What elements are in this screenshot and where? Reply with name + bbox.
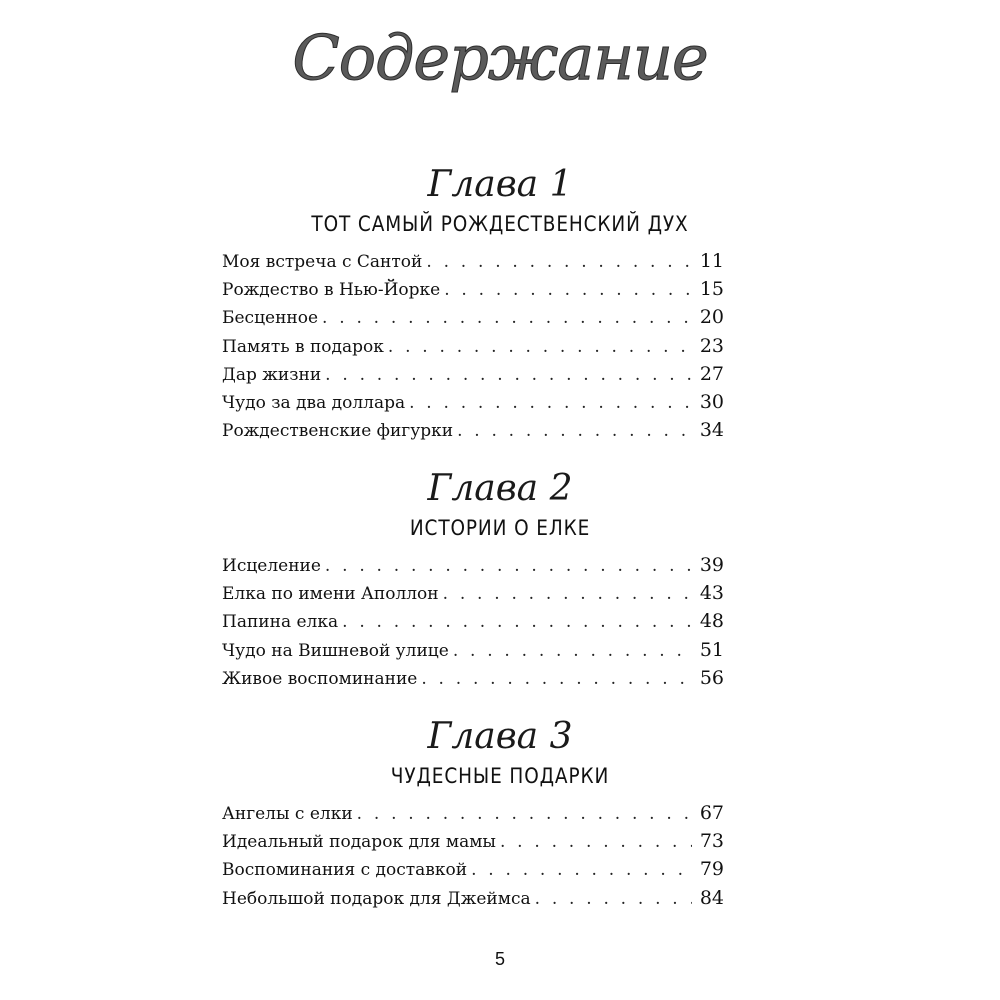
entry-title: Дар жизни	[222, 364, 322, 385]
toc-entry[interactable]	[222, 858, 724, 886]
entry-page-number: 27	[699, 362, 724, 385]
toc-entry[interactable]	[222, 419, 724, 447]
entry-page-number: 67	[699, 802, 724, 824]
entry-page-number: 43	[699, 582, 724, 605]
chapter-2-entries	[222, 554, 724, 695]
entry-page-number: 79	[699, 858, 724, 881]
dot-leader	[453, 641, 692, 661]
entry-page-number: 20	[699, 306, 724, 329]
dot-leader	[444, 280, 692, 300]
chapter-3-entries	[222, 802, 724, 915]
dot-leader	[388, 337, 692, 357]
entry-title: Елка по имени Аполлон	[222, 584, 439, 605]
dot-leader	[426, 252, 692, 272]
entry-page-number: 15	[699, 278, 724, 301]
chapter-label: Глава 3	[427, 716, 573, 757]
entry-page-number: 30	[699, 390, 724, 413]
chapter-3-header	[0, 715, 1000, 791]
toc-entry[interactable]	[222, 250, 724, 278]
toc-entry[interactable]	[222, 278, 724, 306]
entry-page-number: 11	[699, 250, 724, 272]
dot-leader	[421, 669, 692, 689]
chapter-label: Глава 1	[427, 164, 573, 205]
chapter-1-entries	[222, 250, 724, 447]
toc-title: Содержание	[292, 21, 708, 94]
entry-page-number: 51	[699, 638, 724, 661]
toc-entry[interactable]	[222, 363, 724, 391]
toc-entry[interactable]	[222, 306, 724, 334]
toc-entry[interactable]	[222, 830, 724, 858]
entry-title: Ангелы с елки	[222, 804, 353, 824]
toc-entry[interactable]	[222, 639, 724, 667]
entry-title: Бесценное	[222, 308, 319, 329]
toc-entry[interactable]	[222, 667, 724, 695]
chapter-heading: ТОТ САМЫЙ РОЖДЕСТВЕНСКИЙ ДУХ	[311, 212, 689, 236]
toc-entry[interactable]	[222, 887, 724, 915]
entry-page-number: 23	[699, 334, 724, 357]
dot-leader	[322, 308, 692, 328]
dot-leader	[409, 393, 692, 413]
entry-page-number: 34	[699, 419, 724, 442]
entry-page-number: 84	[699, 886, 724, 909]
toc-entry[interactable]	[222, 335, 724, 363]
entry-title: Воспоминания с доставкой	[222, 860, 468, 881]
dot-leader	[342, 612, 692, 632]
entry-title: Моя встреча с Сантой	[222, 252, 423, 272]
chapter-1-header	[0, 163, 1000, 239]
dot-leader	[535, 889, 692, 909]
entry-title: Исцеление	[222, 556, 321, 576]
entry-page-number: 39	[699, 554, 724, 576]
toc-entry[interactable]	[222, 582, 724, 610]
dot-leader	[457, 421, 692, 441]
page-number: 5	[494, 949, 505, 969]
entry-page-number: 56	[699, 666, 724, 689]
dot-leader	[500, 832, 692, 852]
dot-leader	[443, 584, 692, 604]
dot-leader	[357, 804, 692, 824]
dot-leader	[325, 365, 692, 385]
entry-page-number: 48	[699, 610, 724, 633]
entry-title: Живое воспоминание	[222, 668, 418, 689]
toc-entry[interactable]	[222, 554, 724, 582]
toc-entry[interactable]	[222, 391, 724, 419]
dot-leader	[325, 556, 692, 576]
entry-title: Чудо за два доллара	[222, 392, 406, 413]
chapter-label: Глава 2	[427, 468, 573, 509]
entry-title: Идеальный подарок для мамы	[222, 832, 496, 853]
chapter-heading: ЧУДЕСНЫЕ ПОДАРКИ	[390, 764, 610, 788]
entry-title: Память в подарок	[222, 336, 384, 357]
entry-title: Небольшой подарок для Джеймса	[222, 888, 531, 909]
dot-leader	[471, 860, 692, 880]
chapter-2-header	[0, 467, 1000, 543]
entry-title: Папина елка	[222, 612, 339, 633]
toc-entry[interactable]	[222, 802, 724, 830]
chapter-heading: ИСТОРИИ О ЕЛКЕ	[409, 516, 591, 540]
entry-title: Чудо на Вишневой улице	[222, 640, 449, 661]
entry-title: Рождественские фигурки	[222, 421, 454, 442]
entry-title: Рождество в Нью-Йорке	[222, 280, 441, 301]
entry-page-number: 73	[699, 830, 724, 853]
toc-entry[interactable]	[222, 610, 724, 638]
